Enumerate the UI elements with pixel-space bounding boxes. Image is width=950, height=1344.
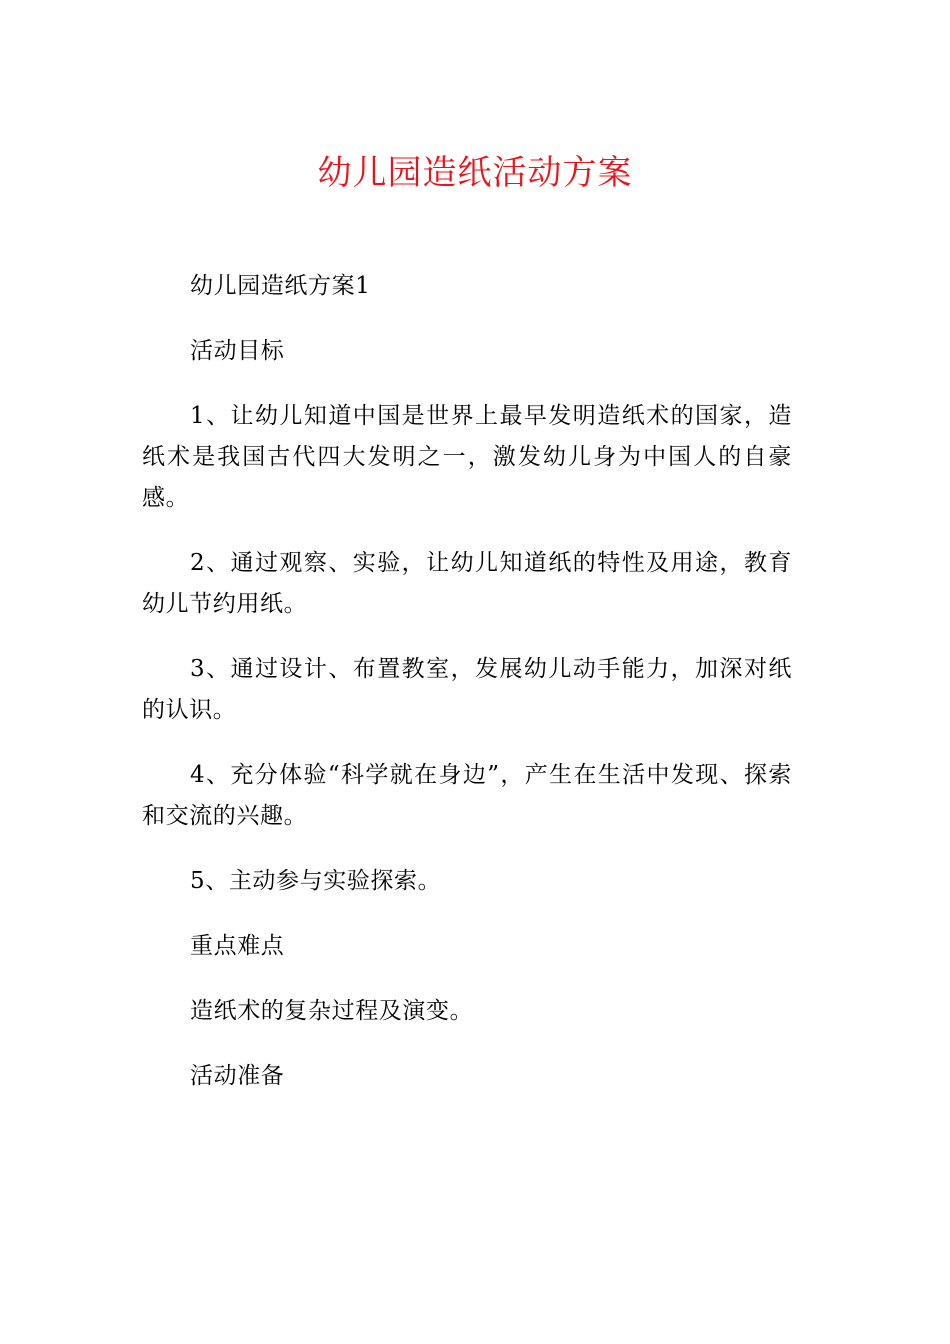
section-heading-goals: 活动目标 bbox=[190, 338, 285, 364]
section-heading-key-points: 重点难点 bbox=[190, 933, 285, 959]
section-heading-preparation: 活动准备 bbox=[190, 1063, 285, 1089]
goal-item-3: 3、通过设计、布置教室，发展幼儿动手能力，加深对纸的认识。 bbox=[142, 656, 792, 723]
goal-item-4: 4、充分体验“科学就在身边”，产生在生活中发现、探索和交流的兴趣。 bbox=[142, 762, 792, 829]
goal-item-2: 2、通过观察、实验，让幼儿知道纸的特性及用途，教育幼儿节约用纸。 bbox=[142, 550, 792, 617]
goal-item-1: 1、让幼儿知道中国是世界上最早发明造纸术的国家，造纸术是我国古代四大发明之一，激发幼儿身为中国人的自豪感。 bbox=[142, 403, 792, 511]
section-heading-plan: 幼儿园造纸方案1 bbox=[190, 273, 371, 299]
document-body bbox=[142, 266, 792, 1121]
key-points-text: 造纸术的复杂过程及演变。 bbox=[190, 998, 474, 1024]
document-title: 幼儿园造纸活动方案 bbox=[317, 153, 633, 193]
goal-item-5: 5、主动参与实验探索。 bbox=[190, 868, 442, 894]
